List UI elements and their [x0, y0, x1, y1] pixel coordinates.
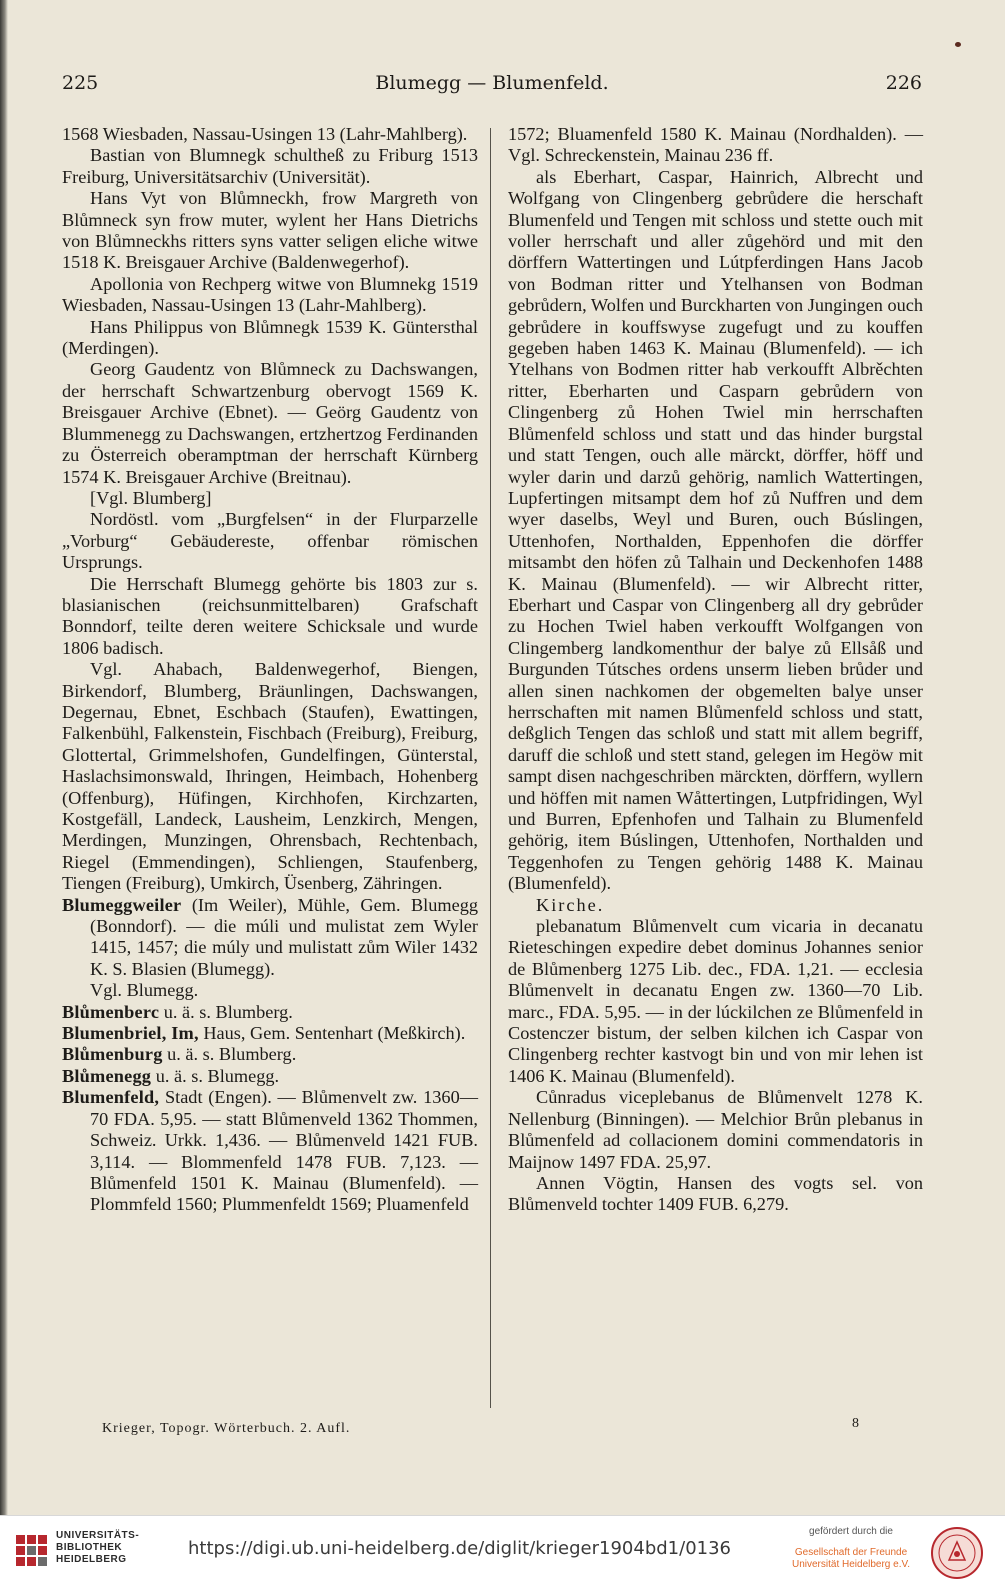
paragraph: [62, 274, 478, 317]
paragraph-text: (Im Weiler), Mühle, Gem. Blumegg (Bonndorf). — die múli und mulistat zem Wyler 1415, 1457; die múly und mulistatt zům Wiler 1432 K. S. Blasien (Blumegg).: [90, 894, 478, 979]
lemma-headword: Blůmenberc: [62, 1001, 160, 1022]
ink-spot: [955, 42, 961, 47]
lemma-headword: Blumenfeld,: [62, 1087, 160, 1108]
paragraph: [62, 124, 478, 145]
footer-imprint: Krieger, Topogr. Wörterbuch. 2. Aufl.: [102, 1421, 351, 1436]
lemma-headword: Blůmenegg: [62, 1065, 152, 1086]
paragraph: [62, 359, 478, 487]
paragraph: [62, 509, 478, 573]
university-seal-icon: [930, 1526, 984, 1584]
paragraph-text: Hans Vyt von Blůmneckh, frow Margreth von Blůmneck syn frow muter, wylent her Hans Dietrichs von Blůmneckhs ritters syns vatter seligen eliche witwe 1518 K. Breisgauer Archive (Baldenwegerhof).: [62, 188, 478, 273]
paragraph: [508, 1173, 923, 1216]
paragraph: [62, 895, 478, 981]
viewer-bar: [0, 1515, 1005, 1588]
paragraph-text: Bastian von Blumnegk schultheß zu Friburg 1513 Freiburg, Universitätsarchiv (Universität).: [62, 145, 478, 187]
paragraph: [62, 574, 478, 660]
paragraph: [62, 145, 478, 188]
page-number-left: 225: [62, 72, 99, 94]
paragraph-text: Kirche.: [536, 894, 605, 915]
paragraph-text: Stadt (Engen). — Blůmenvelt zw. 1360—70 FDA. 5,95. — statt Blůmenveld 1362 Thommen, Schweiz. Urkk. 1,436. — Blůmenveld 1421 FUB. 3,114. — Blommenfeld 1478 FUB. 7,123. — Blůmenfeld 1501 K. Mainau (Blumenfeld). — Plommfeld 1560; Plummenfeldt 1569; Pluamenfeld: [90, 1087, 478, 1215]
paragraph-text: [Vgl. Blumberg]: [90, 487, 212, 508]
paragraph: [62, 1002, 478, 1023]
lemma-headword: Blumeggweiler: [62, 894, 182, 915]
paragraph-text: plebanatum Blůmenvelt cum vicaria in decanatu Rieteschingen expedire debet dominus Johannes senior de Blůmenberg 1275 Lib. dec., FDA. 1,21. — ecclesia Blůmenvelt in decanatu Engen zw. 1360—70 Lib. marc., FDA. 5,95. — in der lúckilchen ze Blůmenfeld in Costenczer bistum, der selben kilchen ich Caspar von Clingenberg rechter kastvogt bin und von mir lehen ist 1406 K. Mainau (Blumenfeld).: [508, 916, 923, 1086]
signature-mark: 8: [852, 1416, 859, 1431]
paragraph: [62, 980, 478, 1001]
paragraph: [62, 317, 478, 360]
page-header: [62, 68, 922, 98]
paragraph: [62, 1066, 478, 1087]
paragraph-text: u. ä. s. Blumberg.: [159, 1001, 293, 1022]
paragraph-text: 1572; Bluamenfeld 1580 K. Mainau (Nordhalden). — Vgl. Schreckenstein, Mainau 236 ff.: [508, 124, 923, 166]
right-column: [508, 124, 923, 1216]
paragraph: [62, 1044, 478, 1065]
paragraph-text: Cůnradus viceplebanus de Blůmenvelt 1278 K. Nellenburg (Binningen). — Melchior Brůn plebanus in Blůmenfeld ad collacionem domini commendatoris in Maijnow 1497 FDA. 25,97.: [508, 1087, 923, 1172]
library-logo-icon[interactable]: [14, 1533, 50, 1573]
paragraph-text: u. ä. s. Blumberg.: [162, 1044, 297, 1065]
library-name: UNIVERSITÄTS- BIBLIOTHEK HEIDELBERG: [56, 1530, 140, 1565]
paragraph-text: Vgl. Ahabach, Baldenwegerhof, Biengen, Birkendorf, Blumberg, Bräunlingen, Dachswangen, Degernau, Ebnet, Eschbach (Staufen), Ewattingen, Falkenbühl, Falkenstein, Fischbach (Freiburg), Freiburg, Glottertal, Grimmelshofen, Gundelfingen, Günterstal, Haslachsimonswald, Ihringen, Heimbach, Hohenberg (Offenburg), Hüfingen, Kirchhofen, Kirchzarten, Kostgefäll, Landeck, Lausheim, Lenzkirch, Mengen, Merdingen, Munzingen, Ohrensbach, Rechtenbach, Riegel (Emmendingen), Schliengen, Staufenberg, Tiengen (Freiburg), Umkirch, Üsenberg, Zähringen.: [62, 659, 478, 894]
paragraph-text: Georg Gaudentz von Blůmneck zu Dachswangen, der herrschaft Schwartzenburg obervogt 1569 K. Breisgauer Archive (Ebnet). — Geörg Gaudentz von Blummenegg zu Dachswangen, ertzhertzog Ferdinanden zu Österreich oberamptman der herrschaft Kürnberg 1574 K. Breisgauer Archive (Breitnau).: [62, 359, 478, 487]
paragraph: [62, 1023, 478, 1044]
paragraph-text: Haus, Gem. Sentenhart (Meßkirch).: [198, 1023, 466, 1044]
lemma-headword: Blůmenburg: [62, 1044, 163, 1065]
paragraph-text: Hans Philippus von Blůmnegk 1539 K. Güntersthal (Merdingen).: [62, 316, 478, 359]
paragraph-text: Annen Vögtin, Hansen des vogts sel. von Blůmenveld tochter 1409 FUB. 6,279.: [508, 1172, 923, 1215]
paragraph-text: u. ä. s. Blumegg.: [151, 1065, 280, 1086]
sponsor-name: Gesellschaft der Freunde Universität Heidelberg e.V.: [791, 1547, 911, 1570]
paragraph: [508, 895, 923, 916]
permalink-url[interactable]: https://digi.ub.uni-heidelberg.de/diglit/krieger1904bd1/0136: [188, 1538, 732, 1559]
paragraph: [62, 188, 478, 274]
paragraph-text: Apollonia von Rechperg witwe von Blumnekg 1519 Wiesbaden, Nassau-Usingen 13 (Lahr-Mahlberg).: [62, 273, 478, 316]
paragraph-text: als Eberhart, Caspar, Hainrich, Albrecht und Wolfgang von Clingenberg gebrůdere die herschaft Blumenfeld und Tengen mit schloss und stette ouch mit voller herrschaft und aller zůgehörd und mit den dörffern Wattertingen und Lútpferdingen Hans Jacob von Bodman ritter und Ytelhansen von Bodman gebrůdern, Wolfen und Burckharten von Jungingen ouch gebrůdere in kouffswyse zugefugt und zu kouffen gegeben haben 1463 K. Mainau (Blumenfeld). — ich Ytelhans von Bodmen ritter hab verkoufft Albrěchten ritter, Eberharten und Casparn gebrůdern von Clingenberg zů Hohen Twiel min herrschaften Blůmenfeld schloss und statt und das hinder burgstal und statt Tengen, ouch alle märckt, dörffer, höff und wyler darin und darzů gehörig, namlich Wattertingen, Lupfertingen mitsampt dem hof zů Nuffren und dem wyer daselbs, Weyl und Buren, ouch Búslingen, Uttenhofen, Northalden, Eppenhofen die dörffer mitsambt den höfen zů Talhain und Deckenhofen 1488 K. Mainau (Blumenfeld). — wir Albrecht ritter, Eberhart und Caspar von Clingenberg all dry gebrůder zu Hochen Twiel haben verkoufft Wolfgangen von Clingemberg landkomenthur der balye zů Ellsåß und Burgunden Tútsches ordens unserm lieben brůder und allen sinen nachkomen der obgemelten balye unser herrschaften mit namen Blůmenfeld schloss und statt, deßglich Tengen das schloß und statt mit allem begriff, daruff die schloß und stett stand, gelegen im Hegöw mit sampt disen nachgeschriben märckten, dörffern, wyllern und höffen mit namen Wåttertingen, Lutpfridingen, Wyl und Burren, Epfenhofen und Talhain zu Blumenfeld gehörig, item Búslingen, Uttenhofen, Northalden und Teggenhofen zu Tengen gehörig 1488 K. Mainau (Blumenfeld).: [508, 166, 924, 894]
paragraph: [508, 1087, 923, 1173]
paragraph: [62, 1087, 478, 1215]
page-number-right: 226: [885, 72, 922, 94]
sponsor-block[interactable]: [780, 1526, 922, 1571]
paragraph: [62, 659, 478, 894]
running-title: Blumegg — Blumenfeld.: [375, 72, 609, 94]
paragraph: [508, 167, 923, 895]
book-spine-shadow: [0, 0, 8, 1515]
lemma-headword: Blumenbriel, Im,: [62, 1023, 199, 1044]
paragraph-text: 1568 Wiesbaden, Nassau-Usingen 13 (Lahr-Mahlberg).: [62, 124, 468, 144]
paragraph-text: Nordöstl. vom „Burgfelsen“ in der Flurparzelle „Vorburg“ Gebäudereste, offenbar römischen Ursprungs.: [62, 509, 478, 573]
left-column: [62, 124, 478, 1216]
sponsor-caption: gefördert durch die: [809, 1526, 893, 1537]
column-divider: [490, 128, 491, 1408]
paragraph: [508, 124, 923, 167]
paragraph: [508, 916, 923, 1087]
paragraph-text: Die Herrschaft Blumegg gehörte bis 1803 zur s. blasianischen (reichsunmittelbaren) Grafschaft Bonndorf, teilte deren weitere Schicksale und wurde 1806 badisch.: [62, 573, 478, 658]
paragraph-text: Vgl. Blumegg.: [90, 980, 199, 1001]
paragraph: [62, 488, 478, 509]
